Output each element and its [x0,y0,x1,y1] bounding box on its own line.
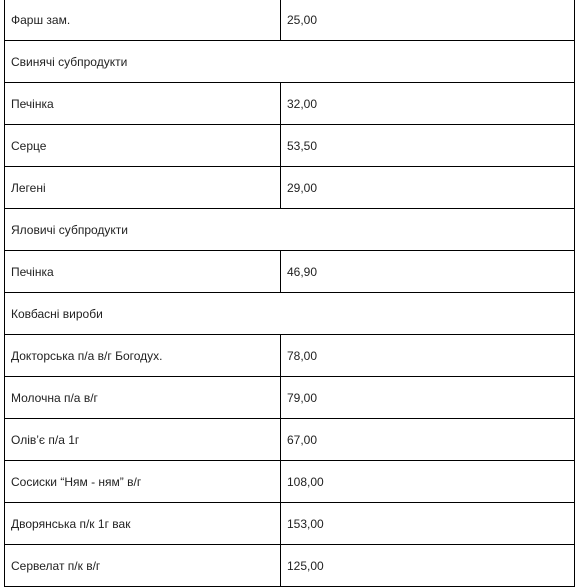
product-name-cell: Сосиски “Ням - ням” в/г [5,461,281,503]
product-name-cell: Печінка [5,251,281,293]
product-name-cell: Фарш зам. [5,0,281,41]
price-cell: 108,00 [281,461,575,503]
product-name-cell: Серце [5,125,281,167]
table-row [5,0,575,41]
price-cell: 25,00 [281,0,575,41]
product-name-cell: Олів’є п/а 1г [5,419,281,461]
table-row [5,251,575,293]
table-row [5,83,575,125]
table-row [5,335,575,377]
price-cell: 67,00 [281,419,575,461]
product-name-cell: Дворянська п/к 1г вак [5,503,281,545]
price-cell: 153,00 [281,503,575,545]
section-row [5,293,575,335]
table-row [5,125,575,167]
price-cell: 46,90 [281,251,575,293]
table-row [5,377,575,419]
section-row [5,41,575,83]
product-name-cell: Сервелат п/к в/г [5,545,281,587]
price-cell: 29,00 [281,167,575,209]
price-cell: 53,50 [281,125,575,167]
section-row [5,209,575,251]
product-name-cell: Докторська п/а в/г Богодух. [5,335,281,377]
table-row [5,419,575,461]
price-cell: 32,00 [281,83,575,125]
section-title: Ковбасні вироби [5,293,575,335]
product-name-cell: Легені [5,167,281,209]
price-table [4,0,575,587]
product-name-cell: Молочна п/а в/г [5,377,281,419]
price-cell: 79,00 [281,377,575,419]
price-cell: 125,00 [281,545,575,587]
table-row [5,503,575,545]
section-title: Свинячі субпродукти [5,41,575,83]
price-cell: 78,00 [281,335,575,377]
product-name-cell: Печінка [5,83,281,125]
section-title: Яловичі субпродукти [5,209,575,251]
table-row [5,545,575,587]
table-row [5,461,575,503]
price-table-body [5,0,575,587]
table-row [5,167,575,209]
